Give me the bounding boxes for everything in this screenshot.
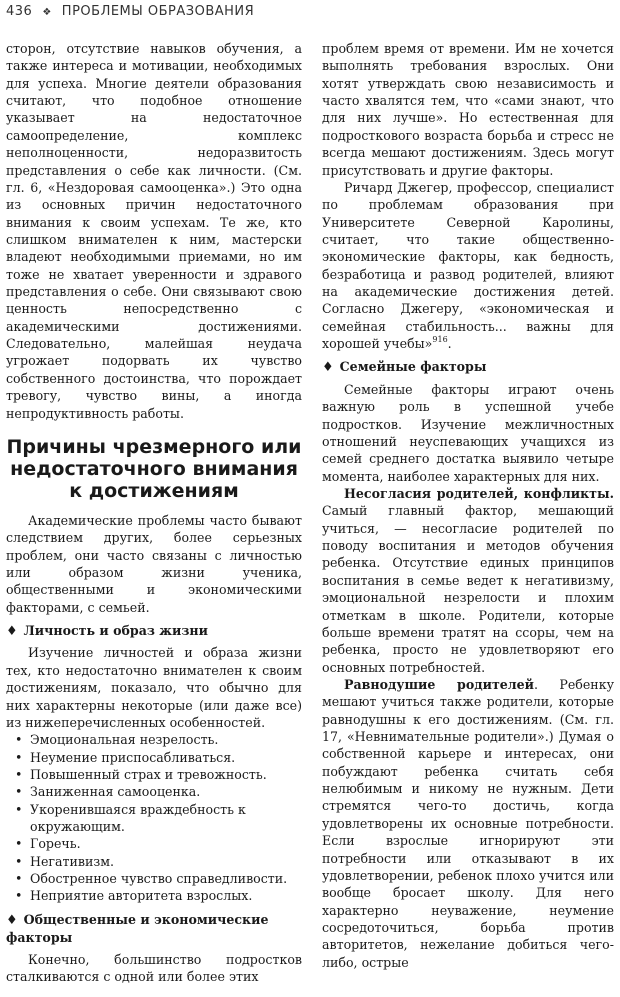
left-paragraph-1: сторон, отсутствие навыков обучения, а также интереса и мотивации, необходимых для успеха. Многие деятели образования считают, что подобное отношение указывает на недостаточное самоопределение, комплекс неполноценности, недоразвитость представления о себе как личности. (См. гл. 6, «Нездоровая самооценка».) Это одна из основных причин недостаточного внимания к своим успехам. Те же, кто слишком внимателен к ним, мастерски владеют необходимыми приемами, но им тоже не хватает уверенности и здравого представления о себе. Они связывают свою ценность непосредственно с академическими достижениями. Следовательно, малейшая неудача угрожает подорвать их чувство собственного достоинства, что порождает тревогу, чувство вины, а иногда непродуктивность работы. (6, 41, 302, 421)
subheading-personality (6, 622, 302, 640)
list-item: • Повышенный страх и тревожность. (6, 766, 302, 783)
list-item: • Неумение приспосабливаться. (6, 749, 302, 766)
diamond-bullet-icon: ♦ (6, 912, 18, 928)
runin-heading-indifference: Равнодушие родителей (344, 676, 535, 692)
runin-heading-conflicts: Несогласия родителей, конфликты. (344, 485, 614, 501)
subheading-text: Общественные и экономические факторы (6, 911, 269, 946)
subheading-social (6, 911, 302, 947)
left-column (6, 40, 302, 985)
left-paragraph-4: Конечно, большинство подростков сталкиваются с одной или более этих (6, 951, 302, 984)
right-paragraph-3: Семейные факторы играют очень важную роль в успешной учебе подростков. Изучение межличностных отношений неуспевающих учащихся из семей среднего достатка выявило четыре момента, наиболее характерных для них. (322, 381, 614, 484)
header-separator-icon: ❖ (42, 7, 52, 18)
right-paragraph-4 (322, 485, 614, 676)
list-item: • Неприятие авторитета взрослых. (6, 887, 302, 904)
list-item: • Заниженная самооценка. (6, 783, 302, 800)
traits-list (6, 731, 302, 905)
footnote-ref: 916 (432, 335, 448, 345)
list-item: • Горечь. (6, 835, 302, 852)
diamond-bullet-icon: ♦ (322, 360, 334, 376)
paragraph-text: . Ребенку мешают учиться также родители, которые равнодушны к его достижениям. (См. гл. 17, «Невнимательные родители».) Думая о собственной карьере и интересах, они побуждают ребенка считать себя нелюбимым и никому не нужным. Дети стремятся чего-то достичь, когда удовлетворены их основные потребности. Если взрослые игнорируют эти потребности или отказывают в их удовлетворении, ребенок плохо учится или вообще бросает школу. Для него характерно неуважение, неумение сосредоточиться, борьба против авторитетов, нежелание добиться чего-либо, острые (322, 676, 614, 970)
diamond-bullet-icon: ♦ (6, 624, 18, 640)
paragraph-text: Ричард Джегер, профессор, специалист по проблемам образования при Университете Северной Каролины, считает, что такие общественно-экономические факторы, как бедность, безработица и развод родителей, влияют на академические достижения детей. Согласно Джегеру, «экономическая и семейная стабильность... важны для хорошей учебы» (322, 179, 614, 352)
left-paragraph-2: Академические проблемы часто бывают следствием других, более серьезных проблем, они часто связаны с личностью или образом жизни ученика, общественными и экономическими факторами, с семьей. (6, 512, 302, 615)
paragraph-end: . (447, 336, 452, 352)
running-header (6, 4, 620, 24)
paragraph-text: Самый главный фактор, мешающий учиться, — несогласие родителей по поводу воспитания и методов обучения ребенка. Отсутствие единых принципов воспитания в семье ведет к негативизму, эмоциональной незрелости и плохим отметкам в школе. Родители, которые больше времени тратят на ссоры, чем на ребенка, просто не удовлетворяют его основных потребностей. (322, 503, 614, 675)
running-title: ПРОБЛЕМЫ ОБРАЗОВАНИЯ (61, 4, 255, 19)
list-item: • Обостренное чувство справедливости. (6, 870, 302, 887)
right-paragraph-5 (322, 676, 614, 971)
right-paragraph-2 (322, 179, 614, 353)
subheading-family (322, 358, 614, 376)
list-item: • Укоренившаяся враждебность к окружающим. (6, 801, 302, 836)
list-item: • Негативизм. (6, 853, 302, 870)
subheading-text: Семейные факторы (339, 359, 487, 375)
left-paragraph-3: Изучение личностей и образа жизни тех, кто недостаточно внимателен к своим достижениям, показало, что обычно для них характерны некоторые (или даже все) из нижеперечисленных особенностей. (6, 645, 302, 730)
section-heading: Причины чрезмерного или недостаточного внимания к достижениям (6, 435, 302, 502)
page-number: 436 (6, 4, 33, 19)
right-column (322, 40, 614, 971)
right-paragraph-1: проблем время от времени. Им не хочется выполнять требования взрослых. Они хотят утверждать свою независимость и часто хвалятся тем, что «сами знают, что для них лучше». Но естественная для подросткового возраста борьба и стресс не всегда мешают достижениям. Здесь могут присутствовать и другие факторы. (322, 41, 614, 178)
list-item: • Эмоциональная незрелость. (6, 731, 302, 748)
subheading-text: Личность и образ жизни (23, 623, 208, 639)
